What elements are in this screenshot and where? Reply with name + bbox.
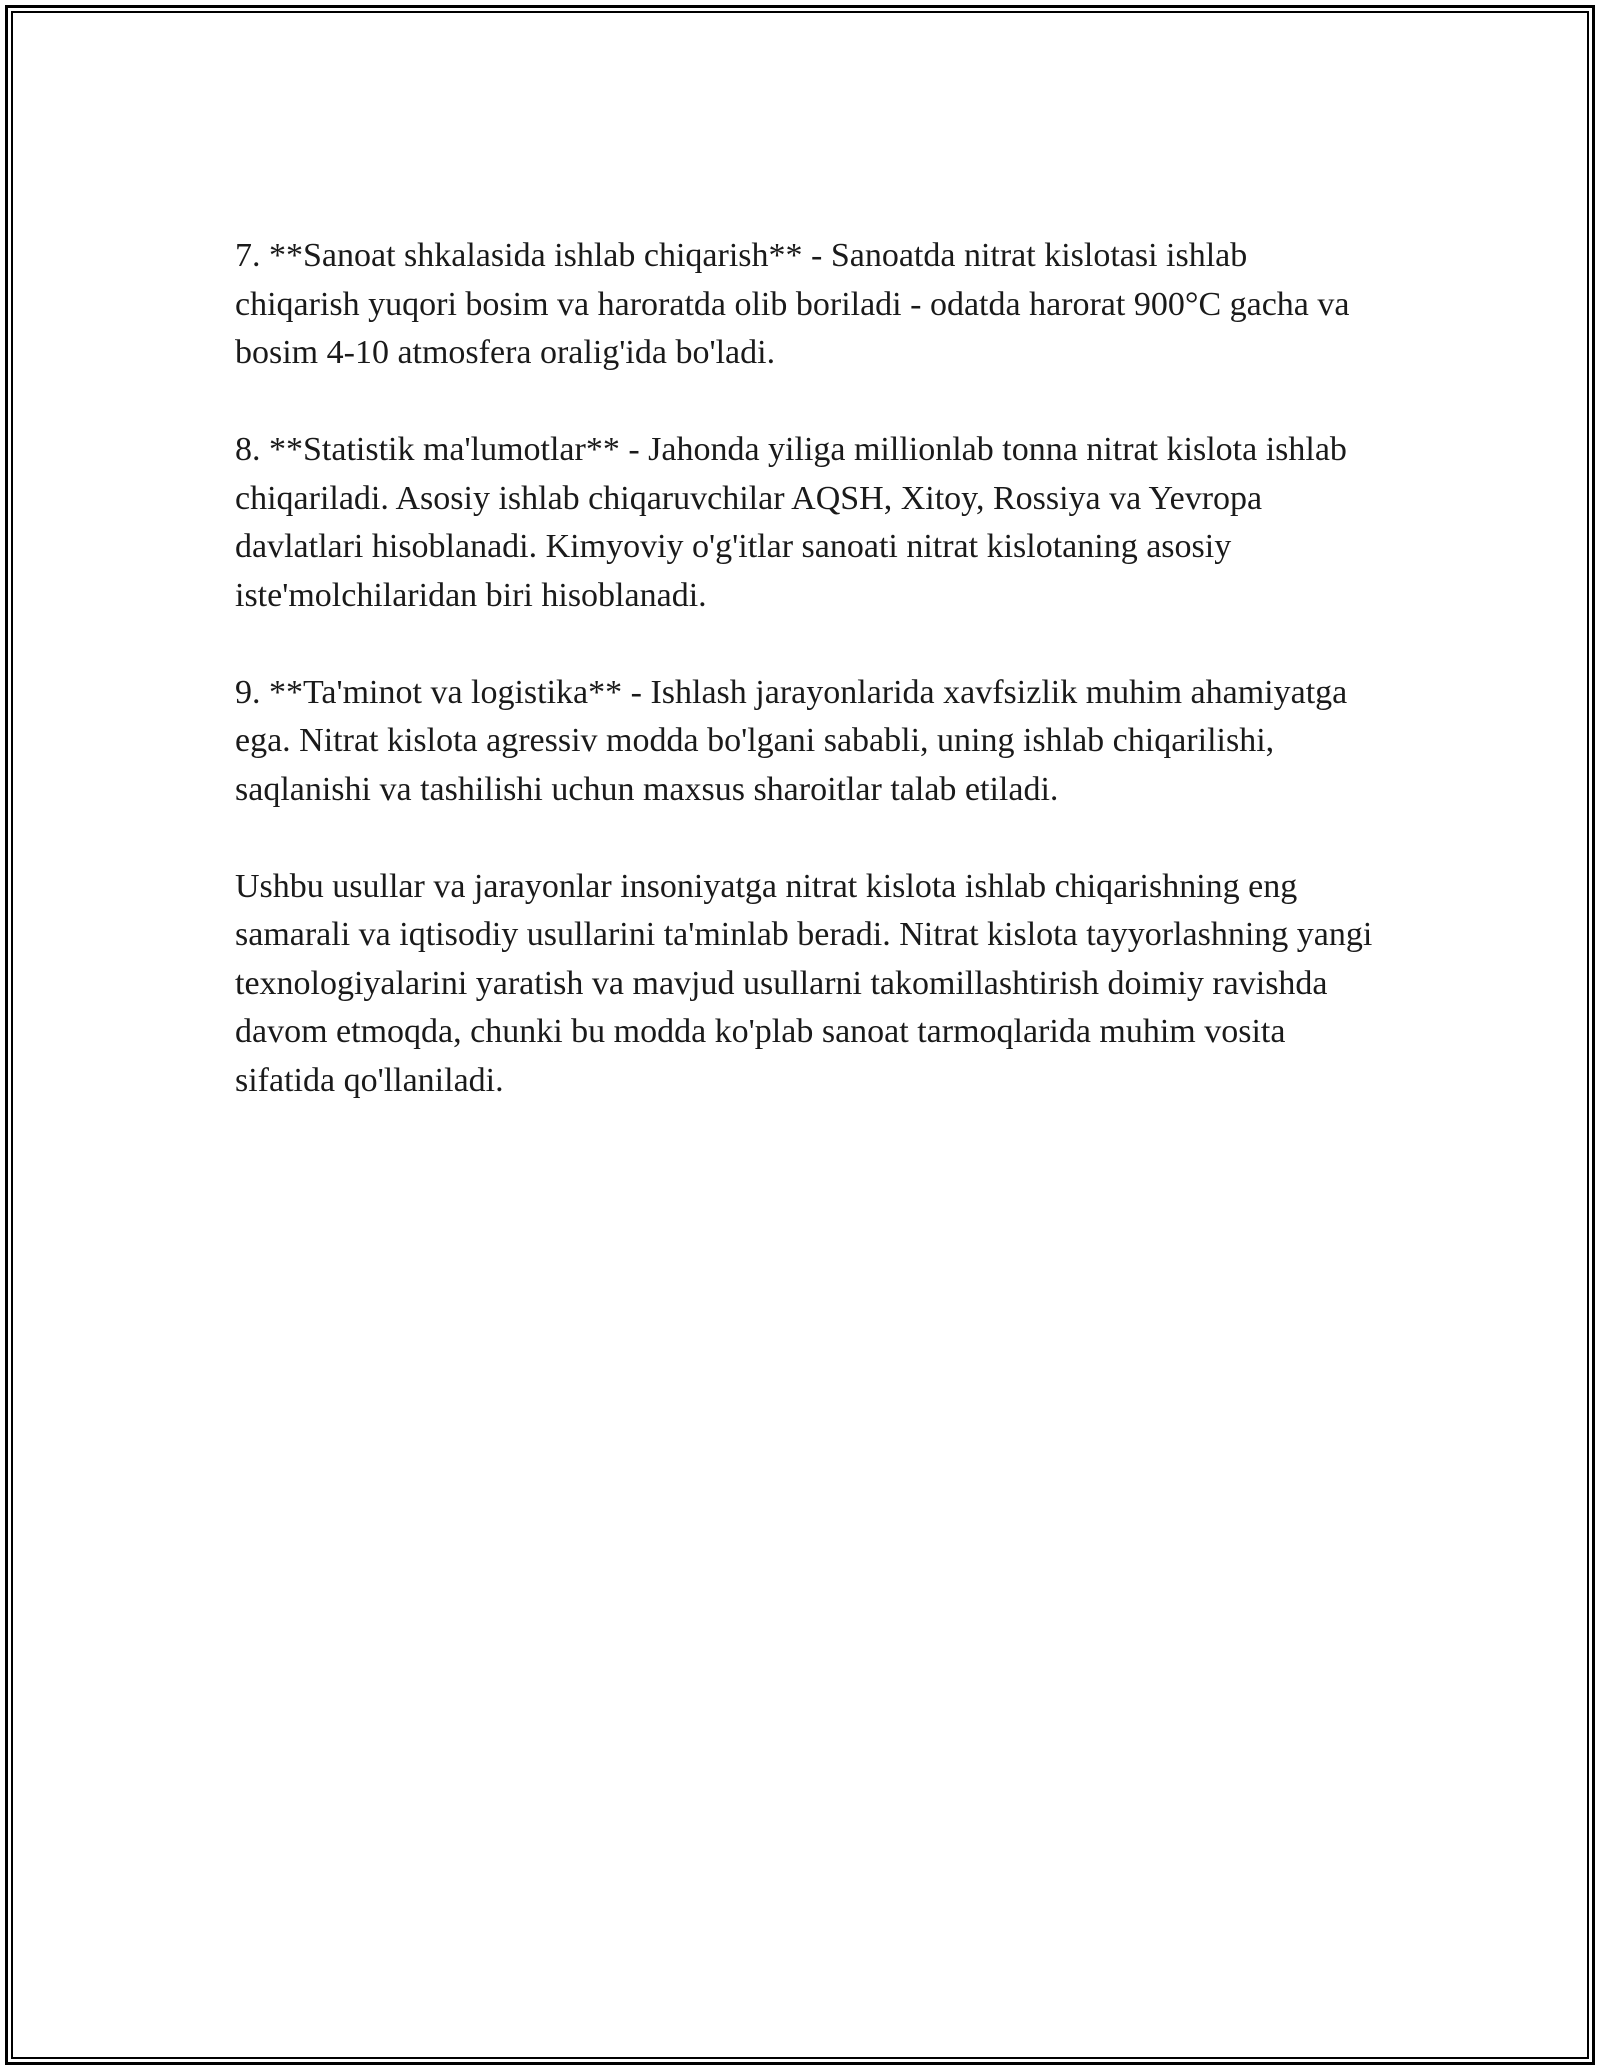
paragraph-item-7: 7. **Sanoat shkalasida ishlab chiqarish** - Sanoatda nitrat kislotasi ishlab chiqarish yuqori bosim va haroratda olib boriladi - odatda harorat 900°C gacha va bosim 4-10 atmosfera oralig'ida bo'ladi. (235, 237, 1350, 371)
document-body (235, 232, 1375, 1105)
paragraph-item-9: 9. **Ta'minot va logistika** - Ishlash jarayonlarida xavfsizlik muhim ahamiyatga ega. Nitrat kislota agressiv modda bo'lgani sababli, uning ishlab chiqarilishi, saqlanishi va tashilishi uchun maxsus sharoitlar talab etiladi. (235, 673, 1348, 808)
paragraph-conclusion: Ushbu usullar va jarayonlar insoniyatga nitrat kislota ishlab chiqarishning eng samarali va iqtisodiy usullarini ta'minlab beradi. Nitrat kislota tayyorlashning yangi texnologiyalarini yaratish va mavjud usullarni takomillashtirish doimiy ravishda davom etmoqda, chunki bu modda ko'plab sanoat tarmoqlarida muhim vosita sifatida qo'llaniladi. (235, 867, 1373, 1099)
paragraph-item-8: 8. **Statistik ma'lumotlar** - Jahonda yiliga millionlab tonna nitrat kislota ishlab chiqariladi. Asosiy ishlab chiqaruvchilar AQSH, Xitoy, Rossiya va Yevropa davlatlari hisoblanadi. Kimyoviy o'g'itlar sanoati nitrat kislotaning asosiy iste'molchilaridan biri hisoblanadi. (235, 431, 1347, 614)
